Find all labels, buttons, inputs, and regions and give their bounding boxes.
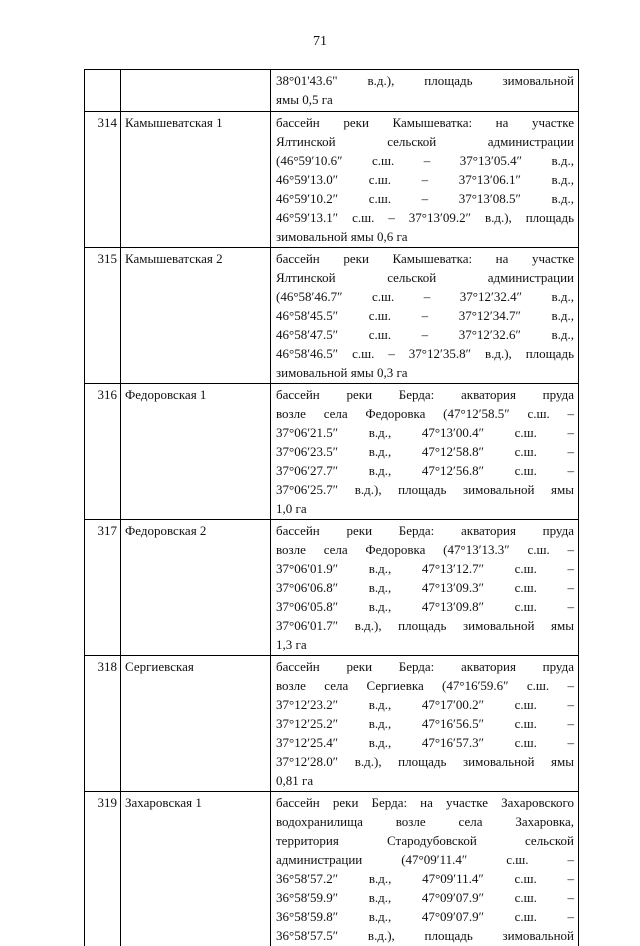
description-line: возле села Сергиевка (47°16′59.6″ с.ш. – <box>276 676 574 695</box>
row-number: 315 <box>85 248 121 384</box>
table-row <box>85 520 579 656</box>
table-row <box>85 112 579 248</box>
description-line: зимовальной ямы 0,3 га <box>276 363 574 382</box>
row-number: 314 <box>85 112 121 248</box>
row-number: 316 <box>85 384 121 520</box>
reservoir-description <box>271 384 579 520</box>
table-row <box>85 248 579 384</box>
row-number <box>85 70 121 112</box>
description-line: 1,0 га <box>276 499 574 518</box>
row-number: 317 <box>85 520 121 656</box>
description-line: администрации (47°09′11.4″ с.ш. – <box>276 850 574 869</box>
description-line: 37°06′05.8″ в.д., 47°13′09.8″ с.ш. – <box>276 597 574 616</box>
description-line: 37°06′23.5″ в.д., 47°12′58.8″ с.ш. – <box>276 442 574 461</box>
reservoir-table <box>84 69 579 946</box>
description-line: 37°12′23.2″ в.д., 47°17′00.2″ с.ш. – <box>276 695 574 714</box>
table-row <box>85 656 579 792</box>
reservoir-description <box>271 248 579 384</box>
description-line: 0,81 га <box>276 771 574 790</box>
description-line: 37°06′01.9″ в.д., 47°13′12.7″ с.ш. – <box>276 559 574 578</box>
reservoir-description <box>271 520 579 656</box>
description-line: 46°59′13.1″ с.ш. – 37°13′09.2″ в.д.), площадь <box>276 208 574 227</box>
description-line: бассейн реки Берда: акватория пруда <box>276 657 574 676</box>
description-line: (46°59′10.6″ с.ш. – 37°13′05.4″ в.д., <box>276 151 574 170</box>
description-line: водохранилища возле села Захаровка, <box>276 812 574 831</box>
description-line: 36°58′57.5″ в.д.), площадь зимовальной <box>276 926 574 945</box>
reservoir-name: Захаровская 1 <box>121 792 271 946</box>
description-line: возле села Федоровка (47°12′58.5″ с.ш. – <box>276 404 574 423</box>
description-line: 37°06′27.7″ в.д., 47°12′56.8″ с.ш. – <box>276 461 574 480</box>
description-line: 36°58′59.8″ в.д., 47°09′07.9″ с.ш. – <box>276 907 574 926</box>
reservoir-description <box>271 656 579 792</box>
row-number: 318 <box>85 656 121 792</box>
description-line: бассейн реки Берда: акватория пруда <box>276 521 574 540</box>
description-line: зимовальной ямы 0,6 га <box>276 227 574 246</box>
description-line: 38°01'43.6" в.д.), площадь зимовальной <box>276 71 574 90</box>
description-line: 37°06′01.7″ в.д.), площадь зимовальной ямы <box>276 616 574 635</box>
reservoir-name: Камышеватская 2 <box>121 248 271 384</box>
description-line: 36°58′57.2″ в.д., 47°09′11.4″ с.ш. – <box>276 869 574 888</box>
description-line: 46°58′45.5″ с.ш. – 37°12′34.7″ в.д., <box>276 306 574 325</box>
description-line: Ялтинской сельской администрации <box>276 268 574 287</box>
row-number: 319 <box>85 792 121 946</box>
table-row <box>85 792 579 946</box>
description-line: 37°06′25.7″ в.д.), площадь зимовальной ямы <box>276 480 574 499</box>
reservoir-description <box>271 112 579 248</box>
description-line: 1,3 га <box>276 635 574 654</box>
description-line: бассейн реки Берда: акватория пруда <box>276 385 574 404</box>
description-line: Ялтинской сельской администрации <box>276 132 574 151</box>
reservoir-name: Сергиевская <box>121 656 271 792</box>
description-line: 37°12′25.2″ в.д., 47°16′56.5″ с.ш. – <box>276 714 574 733</box>
description-line: 46°59′13.0″ с.ш. – 37°13′06.1″ в.д., <box>276 170 574 189</box>
description-line: (46°58′46.7″ с.ш. – 37°12′32.4″ в.д., <box>276 287 574 306</box>
table-row <box>85 384 579 520</box>
description-line: территория Стародубовской сельской <box>276 831 574 850</box>
description-line: 37°06′06.8″ в.д., 47°13′09.3″ с.ш. – <box>276 578 574 597</box>
description-line: 46°58′46.5″ с.ш. – 37°12′35.8″ в.д.), площадь <box>276 344 574 363</box>
reservoir-name: Федоровская 2 <box>121 520 271 656</box>
reservoir-name: Федоровская 1 <box>121 384 271 520</box>
description-line: 37°12′25.4″ в.д., 47°16′57.3″ с.ш. – <box>276 733 574 752</box>
description-line: бассейн реки Берда: на участке Захаровского <box>276 793 574 812</box>
description-line: 46°59′10.2″ с.ш. – 37°13′08.5″ в.д., <box>276 189 574 208</box>
description-line: 37°12′28.0″ в.д.), площадь зимовальной ямы <box>276 752 574 771</box>
reservoir-name <box>121 70 271 112</box>
description-line: ямы 0,5 га <box>276 90 574 109</box>
reservoir-description <box>271 70 579 112</box>
description-line: 46°58′47.5″ с.ш. – 37°12′32.6″ в.д., <box>276 325 574 344</box>
table-row-continued <box>85 70 579 112</box>
reservoir-name: Камышеватская 1 <box>121 112 271 248</box>
description-line: 36°58′59.9″ в.д., 47°09′07.9″ с.ш. – <box>276 888 574 907</box>
page-number: 71 <box>0 34 640 50</box>
description-line: возле села Федоровка (47°13′13.3″ с.ш. – <box>276 540 574 559</box>
reservoir-description <box>271 792 579 946</box>
description-line: бассейн реки Камышеватка: на участке <box>276 113 574 132</box>
description-line: бассейн реки Камышеватка: на участке <box>276 249 574 268</box>
description-line: 37°06′21.5″ в.д., 47°13′00.4″ с.ш. – <box>276 423 574 442</box>
